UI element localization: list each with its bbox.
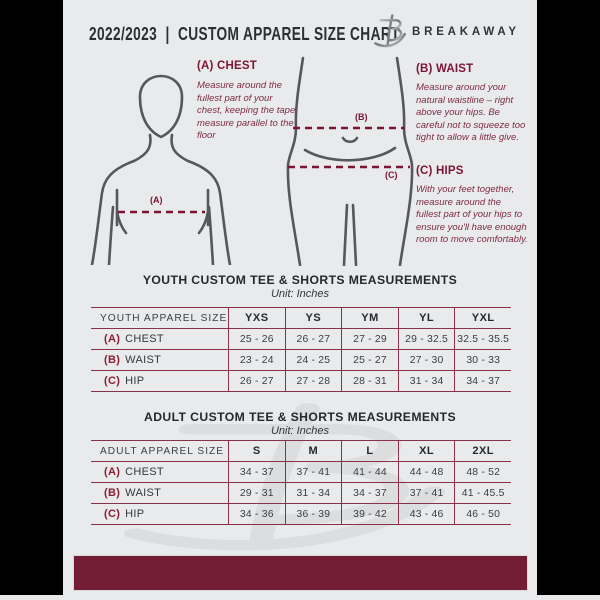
- column-header: YXS: [228, 308, 285, 329]
- adult-size-column-header: ADULT APPAREL SIZE: [91, 441, 228, 462]
- table-cell: 30 - 33: [454, 350, 511, 371]
- table-cell: 44 - 48: [398, 462, 455, 483]
- row-label-waist: (B) WAIST: [91, 483, 228, 504]
- table-cell: 25 - 26: [228, 329, 285, 350]
- adult-section-title: ADULT CUSTOM TEE & SHORTS MEASUREMENTS: [144, 410, 456, 424]
- column-header: YL: [398, 308, 455, 329]
- table-cell: 27 - 30: [398, 350, 455, 371]
- table-cell: 29 - 31: [228, 483, 285, 504]
- brand-name: BREAKAWAY: [412, 26, 520, 38]
- row-label-waist: (B) WAIST: [91, 350, 228, 371]
- table-cell: 34 - 37: [228, 462, 285, 483]
- waist-heading: (B) WAIST: [416, 63, 474, 75]
- column-header: YM: [341, 308, 398, 329]
- hips-marker-label: (C): [385, 170, 398, 180]
- table-cell: 41 - 44: [341, 462, 398, 483]
- youth-unit-label: Unit: Inches: [270, 288, 330, 300]
- table-cell: 31 - 34: [285, 483, 342, 504]
- table-cell: 36 - 39: [285, 504, 342, 525]
- table-cell: 27 - 29: [341, 329, 398, 350]
- table-cell: 37 - 41: [398, 483, 455, 504]
- table-cell: 34 - 37: [341, 483, 398, 504]
- table-cell: 48 - 52: [454, 462, 511, 483]
- chest-instructions: Measure around the fullest part of your chest, keeping the tape measure parallel to the floor: [197, 80, 296, 141]
- table-cell: 46 - 50: [454, 504, 511, 525]
- table-cell: 31 - 34: [398, 371, 455, 392]
- table-cell: 29 - 32.5: [398, 329, 455, 350]
- table-cell: 43 - 46: [398, 504, 455, 525]
- table-cell: 34 - 36: [228, 504, 285, 525]
- chest-heading: (A) CHEST: [197, 60, 257, 72]
- table-cell: 27 - 28: [285, 371, 342, 392]
- youth-size-column-header: YOUTH APPAREL SIZE: [91, 308, 228, 329]
- row-label-hip: (C) HIP: [91, 371, 228, 392]
- column-header: YXL: [454, 308, 511, 329]
- page-title: 2022/2023 | CUSTOM APPAREL SIZE CHART: [89, 24, 400, 44]
- torso-figure: [82, 57, 238, 265]
- youth-size-table: [91, 307, 511, 392]
- row-label-chest: (A) CHEST: [91, 329, 228, 350]
- table-cell: 34 - 37: [454, 371, 511, 392]
- table-cell: 25 - 27: [341, 350, 398, 371]
- adult-size-table: [91, 440, 511, 525]
- hips-instructions: With your feet together, measure around the fullest part of your hips to ensure you'll have enough room to move comfortably.: [416, 184, 528, 245]
- column-header: 2XL: [454, 441, 511, 462]
- column-header: S: [228, 441, 285, 462]
- column-header: YS: [285, 308, 342, 329]
- table-cell: 32.5 - 35.5: [454, 329, 511, 350]
- row-label-chest: (A) CHEST: [91, 462, 228, 483]
- table-cell: 37 - 41: [285, 462, 342, 483]
- footer-accent-bar: [73, 555, 528, 591]
- column-header: L: [341, 441, 398, 462]
- waist-instructions: Measure around your natural waistline – right above your hips. Be careful not to squeeze too tight to allow a little give.: [416, 82, 526, 143]
- table-cell: 26 - 27: [285, 329, 342, 350]
- table-cell: 23 - 24: [228, 350, 285, 371]
- table-cell: 24 - 25: [285, 350, 342, 371]
- waist-marker-label: (B): [355, 112, 368, 122]
- table-cell: 28 - 31: [341, 371, 398, 392]
- column-header: XL: [398, 441, 455, 462]
- table-cell: 26 - 27: [228, 371, 285, 392]
- right-margin-bar: [537, 0, 600, 595]
- row-label-hip: (C) HIP: [91, 504, 228, 525]
- table-cell: 39 - 42: [341, 504, 398, 525]
- lower-body-figure: [283, 56, 417, 266]
- breakaway-logo-icon: [373, 12, 407, 50]
- column-header: M: [285, 441, 342, 462]
- youth-section-title: YOUTH CUSTOM TEE & SHORTS MEASUREMENTS: [142, 273, 458, 287]
- left-margin-bar: [0, 0, 63, 595]
- adult-unit-label: Unit: Inches: [270, 425, 330, 437]
- chest-marker-label: (A): [150, 195, 163, 205]
- table-cell: 41 - 45.5: [454, 483, 511, 504]
- hips-heading: (C) HIPS: [416, 165, 464, 177]
